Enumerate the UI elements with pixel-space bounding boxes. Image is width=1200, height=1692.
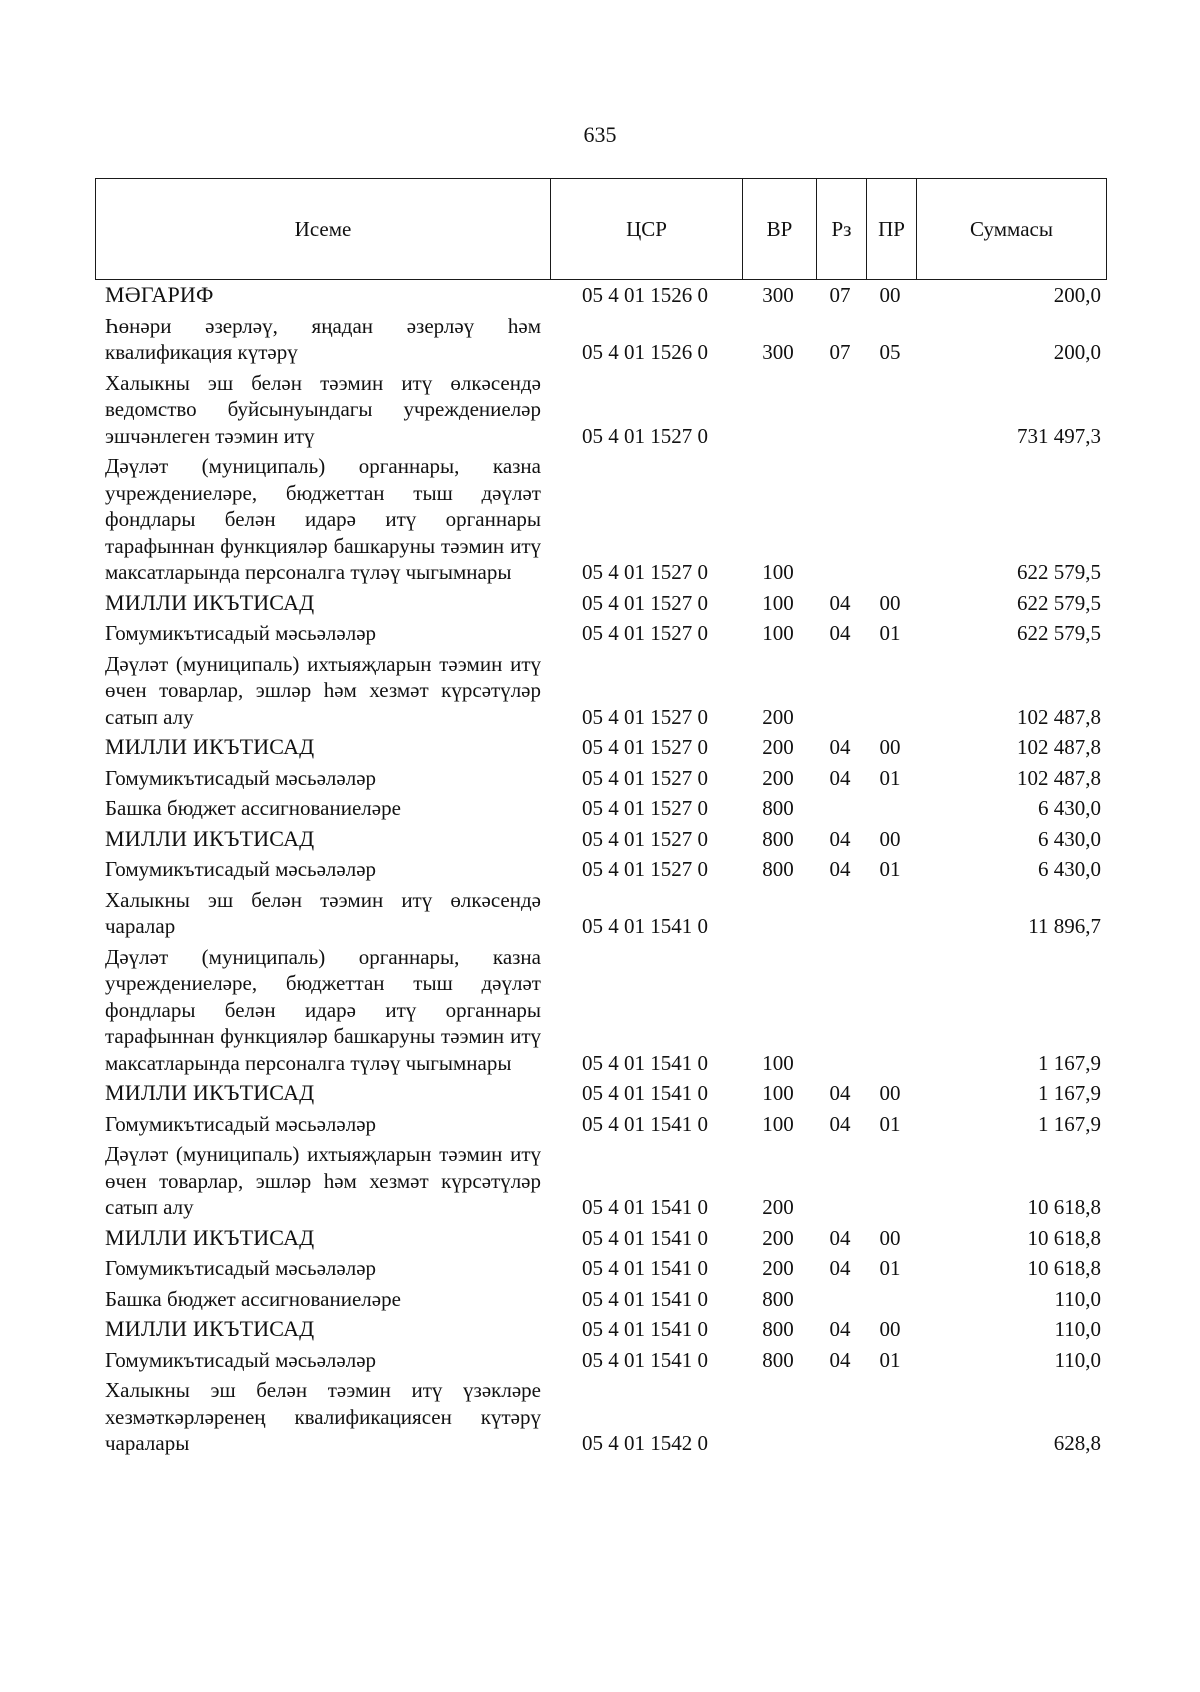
cell-sum: 622 579,5 xyxy=(1017,560,1101,584)
cell-rz xyxy=(815,940,865,942)
cell-pr: 01 xyxy=(879,857,901,881)
table-row xyxy=(95,824,1107,855)
cell-rz: 04 xyxy=(829,590,851,615)
table-row xyxy=(95,280,1107,311)
cell-name: Гомумикътисадый мәсьәләләр xyxy=(105,1347,377,1372)
cell-rz xyxy=(815,1457,865,1459)
table-header xyxy=(95,178,1107,280)
cell-sum: 110,0 xyxy=(1054,1347,1101,1372)
cell-csr: 05 4 01 1541 0 xyxy=(582,1286,708,1311)
cell-name: МИЛЛИ ИКЪТИСАД xyxy=(105,1080,315,1105)
header-name: Исеме xyxy=(294,216,352,241)
cell-name: Гомумикътисадый мәсьәләләр xyxy=(105,1111,377,1136)
cell-sum: 6 430,0 xyxy=(1038,796,1101,820)
cell-csr: 05 4 01 1527 0 xyxy=(582,704,708,729)
cell-vr xyxy=(741,449,815,451)
cell-name: Дәүләт (муниципаль) органнары, казна учреждениеләре, бюджеттан тыш дәүләт фондлары белән идарә итү органнары тарафыннан функцияләр башкаруны тәэмин итү максатларында персоналга түләү чыгымнары xyxy=(105,454,541,584)
cell-sum: 102 487,8 xyxy=(1017,704,1101,729)
cell-rz xyxy=(815,1076,865,1078)
table-row xyxy=(95,942,1107,1079)
cell-rz: 07 xyxy=(829,340,851,364)
cell-rz xyxy=(815,1221,865,1223)
cell-sum: 11 896,7 xyxy=(1028,914,1101,938)
header-sum: Суммасы xyxy=(916,179,1106,279)
cell-csr: 05 4 01 1541 0 xyxy=(582,1081,708,1105)
cell-vr: 800 xyxy=(762,1317,794,1341)
cell-rz: 04 xyxy=(829,1081,851,1105)
cell-csr: 05 4 01 1527 0 xyxy=(582,621,708,645)
cell-sum: 6 430,0 xyxy=(1038,857,1101,881)
cell-sum: 628,8 xyxy=(1053,1431,1101,1455)
cell-csr: 05 4 01 1526 0 xyxy=(582,340,708,364)
cell-sum: 622 579,5 xyxy=(1017,590,1101,615)
table-row xyxy=(95,311,1107,368)
cell-pr xyxy=(865,1076,915,1078)
cell-rz xyxy=(815,1312,865,1314)
cell-vr: 200 xyxy=(762,704,794,729)
cell-rz: 04 xyxy=(829,1256,851,1280)
cell-name: Гомумикътисадый мәсьәләләр xyxy=(105,621,377,645)
header-rz: Рз xyxy=(816,179,866,279)
cell-pr: 00 xyxy=(879,1317,901,1341)
cell-sum: 10 618,8 xyxy=(1027,1256,1101,1280)
cell-csr: 05 4 01 1541 0 xyxy=(582,1050,708,1075)
cell-name: Халыкны эш белән тәэмин итү өлкәсендә чаралар xyxy=(105,887,541,938)
cell-vr: 300 xyxy=(762,283,794,307)
cell-vr: 200 xyxy=(762,1225,794,1250)
page-number: 635 xyxy=(583,122,617,147)
cell-name: МИЛЛИ ИКЪТИСАД xyxy=(105,1316,315,1341)
table-row xyxy=(95,885,1107,942)
table-row xyxy=(95,854,1107,885)
cell-pr xyxy=(865,822,915,824)
cell-rz xyxy=(815,822,865,824)
table-row xyxy=(95,588,1107,619)
cell-csr: 05 4 01 1541 0 xyxy=(582,1195,708,1219)
header-vr: ВР xyxy=(742,179,816,279)
cell-vr: 800 xyxy=(762,1347,794,1372)
cell-csr: 05 4 01 1527 0 xyxy=(582,796,708,820)
cell-rz: 04 xyxy=(829,1225,851,1250)
table-row xyxy=(95,1109,1107,1140)
cell-csr: 05 4 01 1527 0 xyxy=(582,423,708,448)
table-row xyxy=(95,1078,1107,1109)
cell-name: Дәүләт (муниципаль) ихтыяҗларын тәэмин итү өчен товарлар, эшләр һәм хезмәт күрсәтүләр сатып алу xyxy=(105,1142,541,1219)
cell-sum: 102 487,8 xyxy=(1017,765,1101,790)
cell-pr xyxy=(865,1457,915,1459)
table-row xyxy=(95,1284,1107,1315)
cell-rz: 07 xyxy=(829,283,851,307)
table-row xyxy=(95,1223,1107,1254)
table-row xyxy=(95,1139,1107,1223)
cell-rz xyxy=(815,586,865,588)
cell-csr: 05 4 01 1527 0 xyxy=(582,735,708,759)
cell-pr: 00 xyxy=(879,1225,901,1250)
cell-pr: 00 xyxy=(879,590,901,615)
cell-pr: 05 xyxy=(879,340,901,364)
cell-vr: 100 xyxy=(762,1111,794,1136)
cell-name: МИЛЛИ ИКЪТИСАД xyxy=(105,589,315,615)
cell-sum: 102 487,8 xyxy=(1017,735,1101,759)
cell-sum: 6 430,0 xyxy=(1038,826,1101,851)
cell-pr xyxy=(865,730,915,732)
table-row xyxy=(95,732,1107,763)
cell-name: МИЛЛИ ИКЪТИСАД xyxy=(105,1224,315,1250)
cell-vr: 100 xyxy=(762,590,794,615)
cell-sum: 200,0 xyxy=(1053,340,1101,364)
cell-sum: 622 579,5 xyxy=(1017,621,1101,645)
table-row xyxy=(95,1375,1107,1459)
cell-name: Дәүләт (муниципаль) ихтыяҗларын тәэмин итү өчен товарлар, эшләр һәм хезмәт күрсәтүләр сатып алу xyxy=(105,651,541,729)
cell-rz: 04 xyxy=(829,735,851,759)
cell-csr: 05 4 01 1542 0 xyxy=(582,1431,708,1455)
cell-rz: 04 xyxy=(829,1317,851,1341)
cell-pr: 00 xyxy=(879,735,901,759)
cell-pr: 01 xyxy=(879,621,901,645)
cell-vr: 300 xyxy=(762,340,794,364)
cell-csr: 05 4 01 1541 0 xyxy=(582,1111,708,1136)
cell-vr: 800 xyxy=(762,796,794,820)
cell-vr: 200 xyxy=(762,765,794,790)
table-row xyxy=(95,1253,1107,1284)
cell-pr: 01 xyxy=(879,1256,901,1280)
cell-vr: 100 xyxy=(762,621,794,645)
cell-name: Халыкны эш белән тәэмин итү өлкәсендә ведомство буйсынуындагы учреждениеләр эшчәнлеген тәэмин итү xyxy=(105,370,541,448)
cell-sum: 110,0 xyxy=(1054,1286,1101,1311)
cell-vr: 200 xyxy=(762,1256,794,1280)
cell-csr: 05 4 01 1527 0 xyxy=(582,560,708,584)
cell-pr xyxy=(865,449,915,451)
cell-pr xyxy=(865,1312,915,1314)
cell-rz: 04 xyxy=(829,857,851,881)
cell-sum: 200,0 xyxy=(1053,283,1101,307)
cell-vr: 800 xyxy=(762,826,794,851)
cell-vr xyxy=(741,1457,815,1459)
table-row xyxy=(95,1314,1107,1345)
cell-csr: 05 4 01 1527 0 xyxy=(582,590,708,615)
table-row xyxy=(95,368,1107,452)
cell-sum: 10 618,8 xyxy=(1027,1195,1101,1219)
cell-vr xyxy=(741,940,815,942)
cell-pr xyxy=(865,1221,915,1223)
cell-pr xyxy=(865,586,915,588)
cell-rz: 04 xyxy=(829,1347,851,1372)
cell-pr: 00 xyxy=(879,826,901,851)
cell-name: Халыкны эш белән тәэмин итү үзәкләре хезмәткәрләренең квалификациясен күтәрү чаралары xyxy=(105,1378,541,1455)
table-row xyxy=(95,618,1107,649)
cell-rz: 04 xyxy=(829,621,851,645)
cell-vr: 100 xyxy=(762,1081,794,1105)
cell-sum: 731 497,3 xyxy=(1017,423,1101,448)
cell-name: Башка бюджет ассигнованиеләре xyxy=(105,796,401,820)
cell-name: Гомумикътисадый мәсьәләләр xyxy=(105,1256,377,1280)
cell-name: Гомумикътисадый мәсьәләләр xyxy=(105,857,377,881)
cell-pr: 00 xyxy=(879,1081,901,1105)
cell-sum: 110,0 xyxy=(1054,1317,1101,1341)
cell-sum: 10 618,8 xyxy=(1027,1225,1101,1250)
cell-pr: 01 xyxy=(879,1347,901,1372)
cell-vr: 100 xyxy=(762,1050,794,1075)
cell-vr: 200 xyxy=(762,1195,794,1219)
cell-csr: 05 4 01 1541 0 xyxy=(582,914,708,938)
cell-sum: 1 167,9 xyxy=(1038,1081,1101,1105)
cell-sum: 1 167,9 xyxy=(1038,1111,1101,1136)
header-csr: ЦСР xyxy=(550,179,742,279)
cell-csr: 05 4 01 1527 0 xyxy=(582,826,708,851)
cell-csr: 05 4 01 1541 0 xyxy=(582,1256,708,1280)
cell-name: Дәүләт (муниципаль) органнары, казна учреждениеләре, бюджеттан тыш дәүләт фондлары белән идарә итү органнары тарафыннан функцияләр башкаруны тәэмин итү максатларында персоналга түләү чыгымнары xyxy=(105,944,541,1075)
cell-pr: 00 xyxy=(879,283,901,307)
table-body xyxy=(95,280,1107,1459)
cell-rz xyxy=(815,449,865,451)
cell-name: МИЛЛИ ИКЪТИСАД xyxy=(105,734,315,759)
cell-rz: 04 xyxy=(829,765,851,790)
cell-csr: 05 4 01 1527 0 xyxy=(582,857,708,881)
cell-sum: 1 167,9 xyxy=(1038,1050,1101,1075)
cell-name: Һөнәри әзерләү, яңадан әзерләү һәм квалификация күтәрү xyxy=(105,313,541,364)
header-pr: ПР xyxy=(866,179,916,279)
table-row xyxy=(95,649,1107,733)
cell-vr: 800 xyxy=(762,857,794,881)
cell-rz: 04 xyxy=(829,1111,851,1136)
table-row xyxy=(95,763,1107,794)
cell-name: МИЛЛИ ИКЪТИСАД xyxy=(105,825,315,851)
table-row xyxy=(95,1345,1107,1376)
cell-pr xyxy=(865,940,915,942)
cell-name: Гомумикътисадый мәсьәләләр xyxy=(105,765,377,790)
cell-vr: 100 xyxy=(762,560,794,584)
cell-csr: 05 4 01 1541 0 xyxy=(582,1317,708,1341)
cell-rz xyxy=(815,730,865,732)
cell-csr: 05 4 01 1541 0 xyxy=(582,1225,708,1250)
table-row xyxy=(95,793,1107,824)
cell-pr: 01 xyxy=(879,1111,901,1136)
cell-csr: 05 4 01 1527 0 xyxy=(582,765,708,790)
cell-rz: 04 xyxy=(829,826,851,851)
cell-csr: 05 4 01 1526 0 xyxy=(582,283,708,307)
cell-name: Башка бюджет ассигнованиеләре xyxy=(105,1286,401,1311)
cell-vr: 800 xyxy=(762,1286,794,1311)
cell-csr: 05 4 01 1541 0 xyxy=(582,1347,708,1372)
cell-vr: 200 xyxy=(762,735,794,759)
table-row xyxy=(95,451,1107,588)
cell-name: МӘГАРИФ xyxy=(105,282,214,307)
cell-pr: 01 xyxy=(879,765,901,790)
